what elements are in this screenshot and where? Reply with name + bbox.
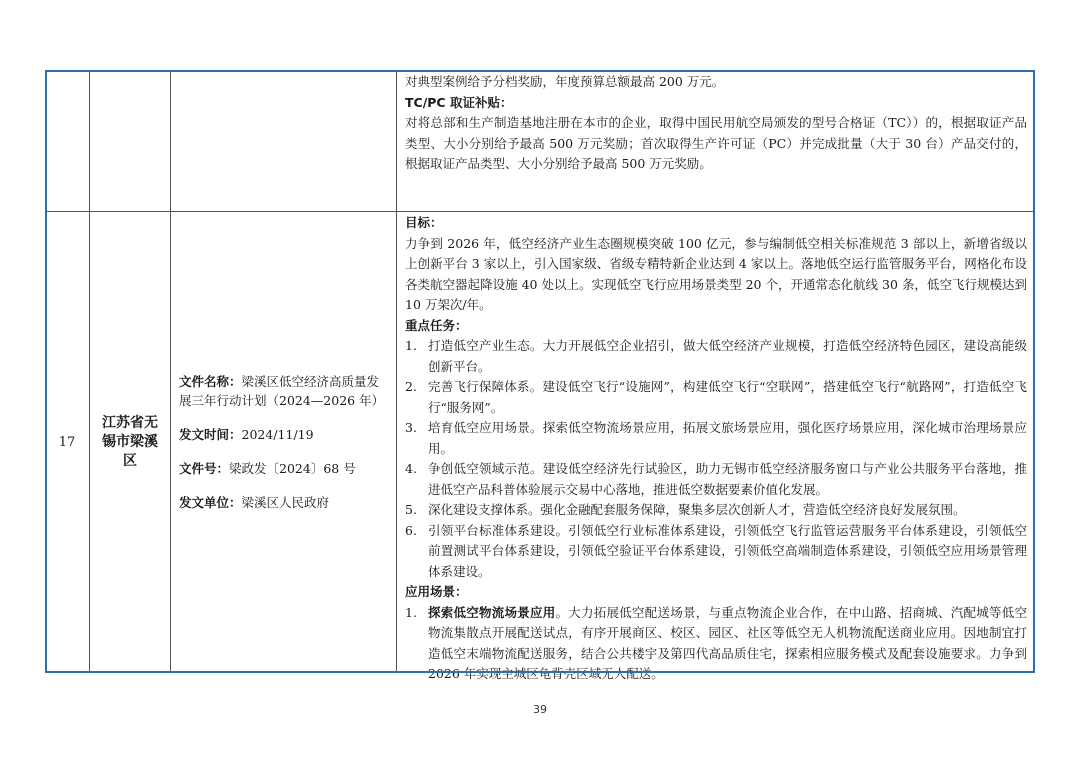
issue-date: 发文时间：2024/11/19 [179, 427, 314, 442]
scenes-heading: 应用场景： [405, 584, 468, 599]
content-cell [397, 211, 1035, 681]
page-number: 39 [533, 703, 547, 716]
content-line: 对典型案例给予分档奖励，年度预算总额最高 200 万元。 [405, 74, 725, 89]
table-row [45, 70, 1035, 211]
list-item: 2. 完善飞行保障体系。建设低空飞行“设施网”，构建低空飞行“空联网”，搭建低空飞行“航路网”，打造低空飞行“服务网”。 [405, 379, 1027, 415]
list-item: 3. 培育低空应用场景。探索低空物流场景应用，拓展文旅场景应用，强化医疗场景应用，深化城市治理场景应用。 [405, 420, 1027, 456]
list-item: 1. 探索低空物流场景应用。大力拓展低空配送场景，与重点物流企业合作，在中山路、招商城、汽配城等低空物流集散点开展配送试点，有序开展商区、校区、园区、社区等低空无人机物流配送商业应用。因地制宜打造低空末端物流配送服务，结合公共楼宇及第四代高品质住宅，探索相应服务模式及配套设施要求。力争到 2026 年实现主城区龟背壳区域无人配送。 [405, 604, 1027, 681]
region-cell [90, 70, 171, 211]
list-item: 4. 争创低空领域示范。建设低空经济先行试验区，助力无锡市低空经济服务窗口与产业公共服务平台落地，推进低空产品科普体验展示交易中心落地，推进低空数据要素价值化发展。 [405, 461, 1027, 497]
document-info-cell [171, 70, 397, 211]
region-cell: 江苏省无锡市梁溪区 [90, 211, 171, 673]
document-name: 文件名称：梁溪区低空经济高质量发展三年行动计划（2024—2026 年） [179, 374, 385, 408]
row-number-cell [45, 70, 90, 211]
issuing-authority: 发文单位：梁溪区人民政府 [179, 495, 330, 510]
section-heading: TC/PC 取证补贴： [405, 94, 513, 110]
tasks-heading: 重点任务： [405, 317, 468, 333]
document-info-cell [171, 211, 397, 673]
list-item: 6. 引领平台标准体系建设。引领低空行业标准体系建设，引领低空飞行监管运营服务平台体系建设，引领低空前置测试平台体系建设，引领低空验证平台体系建设，引领低空高端制造体系建设，引领低空应用场景管理体系建设。 [405, 522, 1027, 579]
content-cell [397, 70, 1035, 211]
document-number: 文件号：梁政发〔2024〕68 号 [179, 461, 356, 476]
goal-heading: 目标： [405, 215, 443, 230]
content-paragraph: 对将总部和生产制造基地注册在本市的企业，取得中国民用航空局颁发的型号合格证（TC））的，根据取证产品类型、大小分别给予最高 500 万元奖励；首次取得生产许可证（PC）并完成批量（大于 30 台）产品交付的，根据取证产品类型、大小分别给予最高 500 万元奖励。 [405, 115, 1027, 171]
goal-paragraph: 力争到 2026 年，低空经济产业生态圈规模突破 100 亿元，参与编制低空相关标准规范 3 部以上，新增省级以上创新平台 3 家以上，引入国家级、省级专精特新企业达到 4 家以上。落地低空运行监管服务平台，网格化布设各类航空器起降设施 40 处以上。实现低空飞行应用场景类型 20 个，开通常态化航线 30 条，低空飞行规模达到 10 万架次/年。 [405, 235, 1027, 312]
list-item: 1. 打造低空产业生态。大力开展低空企业招引，做大低空经济产业规模，打造低空经济特色园区，建设高能级创新平台。 [405, 338, 1027, 374]
row-number-cell: 17 [45, 211, 90, 673]
policy-table [45, 70, 1035, 681]
table-row [45, 211, 1035, 681]
list-item: 5. 深化建设支撑体系。强化金融配套服务保障，聚集多层次创新人才，营造低空经济良好发展氛围。 [405, 502, 966, 517]
